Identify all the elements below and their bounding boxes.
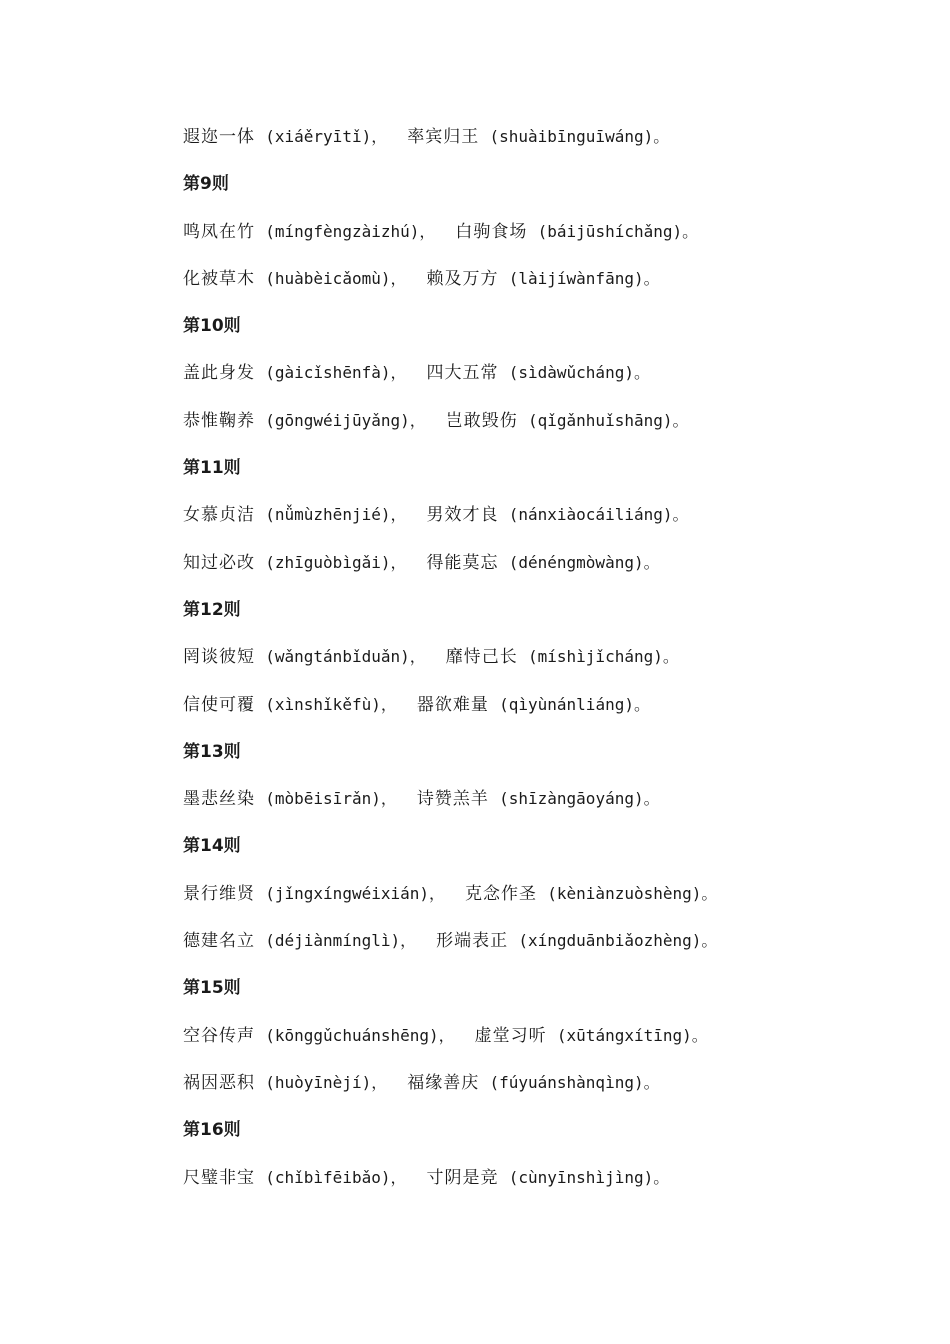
verse-line xyxy=(183,1066,883,1113)
verse-pinyin-second: (kèniànzuòshèng)。 xyxy=(547,883,718,903)
verse-pinyin-first: (chǐbìfēibǎo)， xyxy=(265,1167,407,1187)
verse-hanzi-second: 率宾归王 xyxy=(407,127,480,147)
section-heading: 第10则 xyxy=(183,316,241,337)
verse-line xyxy=(183,498,883,545)
verse-pinyin-second: (xíngduānbiǎozhèng)。 xyxy=(518,931,718,951)
verse-hanzi-first: 盖此身发 xyxy=(183,363,255,384)
verse-hanzi-first: 遐迩一体 xyxy=(183,127,255,147)
verse-pinyin-second: (fúyuánshànqìng)。 xyxy=(489,1072,660,1092)
verse-hanzi-first: 恭惟鞠养 xyxy=(183,410,255,431)
verse-pinyin-second: (shuàibīnguīwáng)。 xyxy=(489,127,670,146)
verse-pinyin-second: (nánxiàocáiliáng)。 xyxy=(508,505,689,525)
verse-hanzi-first: 祸因恶积 xyxy=(183,1072,255,1093)
section-heading: 第11则 xyxy=(183,458,241,479)
verse-line xyxy=(183,546,883,593)
verse-hanzi-first: 尺璧非宝 xyxy=(183,1167,255,1188)
verse-hanzi-second: 靡恃己长 xyxy=(445,647,518,668)
verse-line xyxy=(183,688,883,735)
verse-hanzi-second: 福缘善庆 xyxy=(407,1072,480,1093)
verse-pinyin-second: (làijíwànfāng)。 xyxy=(508,268,660,288)
verse-hanzi-first: 景行维贤 xyxy=(183,883,255,904)
verse-line xyxy=(183,120,883,167)
verse-line xyxy=(183,356,883,403)
verse-hanzi-second: 岂敢毁伤 xyxy=(445,410,518,431)
verse-pinyin-first: (wǎngtánbǐduǎn)， xyxy=(265,647,426,667)
verse-hanzi-first: 鸣凤在竹 xyxy=(183,221,255,242)
verse-hanzi-first: 女慕贞洁 xyxy=(183,505,255,526)
verse-hanzi-second: 克念作圣 xyxy=(465,883,538,904)
document-body xyxy=(183,120,883,1208)
verse-pinyin-first: (mòbēisīrǎn)， xyxy=(265,789,397,809)
verse-hanzi-second: 器欲难量 xyxy=(416,694,489,715)
section-heading: 第9则 xyxy=(183,174,229,195)
verse-pinyin-second: (báijūshíchǎng)。 xyxy=(537,221,699,241)
verse-hanzi-first: 知过必改 xyxy=(183,552,255,573)
section-heading: 第13则 xyxy=(183,741,241,762)
verse-hanzi-first: 信使可覆 xyxy=(183,694,255,715)
verse-hanzi-first: 德建名立 xyxy=(183,931,255,952)
verse-line xyxy=(183,262,883,309)
verse-hanzi-second: 赖及万方 xyxy=(426,268,499,289)
verse-pinyin-first: (huàbèicǎomù)， xyxy=(265,268,407,288)
verse-pinyin-second: (xūtángxítīng)。 xyxy=(556,1025,708,1045)
verse-pinyin-first: (kōnggǔchuánshēng)， xyxy=(265,1025,455,1045)
verse-pinyin-second: (cùnyīnshìjìng)。 xyxy=(508,1167,670,1187)
verse-pinyin-second: (qìyùnánliáng)。 xyxy=(499,694,650,714)
verse-line xyxy=(183,1019,883,1066)
verse-pinyin-first: (xìnshǐkěfù)， xyxy=(265,694,397,714)
verse-line xyxy=(183,215,883,262)
section-heading: 第14则 xyxy=(183,836,241,857)
verse-hanzi-second: 得能莫忘 xyxy=(426,552,499,573)
section-heading: 第16则 xyxy=(183,1120,241,1141)
verse-pinyin-first: (déjiànmínglì)， xyxy=(265,931,417,951)
verse-pinyin-second: (dénéngmòwàng)。 xyxy=(508,552,660,572)
verse-line xyxy=(183,640,883,687)
verse-hanzi-first: 罔谈彼短 xyxy=(183,647,255,668)
verse-hanzi-second: 诗赞羔羊 xyxy=(416,789,489,810)
verse-line xyxy=(183,924,883,971)
verse-hanzi-first: 空谷传声 xyxy=(183,1025,255,1046)
verse-pinyin-second: (qǐgǎnhuǐshāng)。 xyxy=(528,410,689,430)
verse-pinyin-first: (huòyīnèjí)， xyxy=(265,1072,388,1092)
verse-pinyin-second: (míshìjǐcháng)。 xyxy=(528,647,679,667)
verse-hanzi-second: 寸阴是竞 xyxy=(426,1167,499,1188)
verse-pinyin-first: (nǚmùzhēnjié)， xyxy=(265,505,407,525)
verse-hanzi-second: 形端表正 xyxy=(436,931,509,952)
verse-pinyin-first: (gōngwéijūyǎng)， xyxy=(265,410,426,430)
verse-pinyin-second: (shīzàngāoyáng)。 xyxy=(499,789,660,809)
verse-pinyin-first: (xiáěryītǐ)， xyxy=(265,127,388,146)
verse-pinyin-first: (jǐngxíngwéixián)， xyxy=(265,883,446,903)
verse-pinyin-second: (sìdàwǔcháng)。 xyxy=(508,363,650,383)
verse-hanzi-second: 虚堂习听 xyxy=(474,1025,547,1046)
verse-hanzi-second: 四大五常 xyxy=(426,363,499,384)
verse-line xyxy=(183,404,883,451)
verse-hanzi-first: 化被草木 xyxy=(183,268,255,289)
verse-hanzi-second: 白驹食场 xyxy=(455,221,528,242)
verse-line xyxy=(183,1161,883,1208)
verse-pinyin-first: (míngfèngzàizhú)， xyxy=(265,221,436,241)
section-heading: 第15则 xyxy=(183,978,241,999)
verse-hanzi-first: 墨悲丝染 xyxy=(183,789,255,810)
verse-hanzi-second: 男效才良 xyxy=(426,505,499,526)
verse-pinyin-first: (zhīguòbìgǎi)， xyxy=(265,552,407,572)
verse-line xyxy=(183,782,883,829)
section-heading: 第12则 xyxy=(183,599,241,620)
verse-line xyxy=(183,877,883,924)
verse-pinyin-first: (gàicǐshēnfà)， xyxy=(265,363,407,383)
